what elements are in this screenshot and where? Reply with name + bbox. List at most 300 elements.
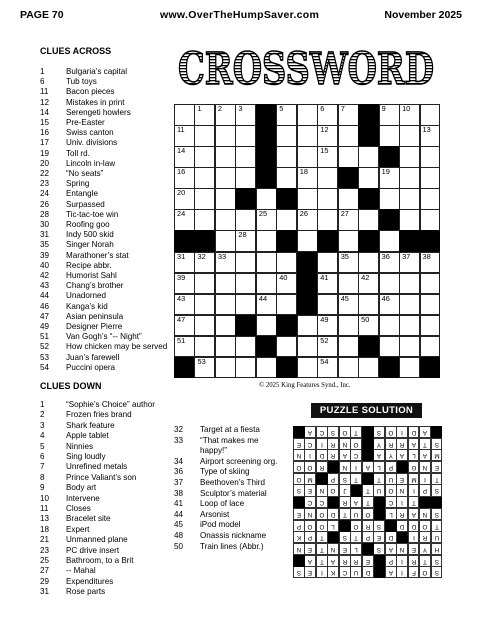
solution-letter: O: [296, 464, 302, 472]
grid-cell[interactable]: [317, 125, 338, 147]
clue-number: 36: [174, 467, 184, 477]
grid-cell[interactable]: [256, 252, 277, 274]
grid-cell[interactable]: [235, 336, 256, 358]
grid-cell[interactable]: [399, 125, 420, 147]
solution-cell: [408, 461, 420, 473]
solution-letter: P: [308, 534, 313, 542]
clue-text: Prince Valiant’s son: [66, 472, 137, 482]
grid-cell[interactable]: [215, 125, 236, 147]
clue-text: iPod model: [200, 520, 241, 530]
grid-cell[interactable]: [174, 125, 195, 147]
grid-cell[interactable]: [235, 357, 256, 379]
clue-number: 26: [40, 199, 50, 209]
clue-text: Closes: [66, 504, 91, 513]
solution-cell: [339, 508, 351, 520]
clue-number: 35: [40, 240, 50, 250]
grid-cell[interactable]: [317, 104, 338, 126]
solution-cell: [327, 520, 339, 532]
clue-item: [40, 353, 119, 363]
grid-cell[interactable]: [379, 294, 400, 316]
grid-cell[interactable]: [215, 273, 236, 295]
grid-cell[interactable]: [297, 125, 318, 147]
solution-cell: [373, 543, 385, 555]
solution-cell: [431, 543, 443, 555]
grid-cell[interactable]: [297, 104, 318, 126]
solution-letter: R: [399, 510, 405, 518]
down-title: CLUES DOWN: [40, 381, 102, 391]
solution-letter: N: [342, 464, 348, 472]
solution-cell: [419, 543, 431, 555]
grid-cell[interactable]: [317, 357, 338, 379]
solution-letter: E: [411, 546, 416, 553]
grid-cell[interactable]: [317, 188, 338, 210]
grid-cell[interactable]: [174, 252, 195, 274]
grid-cell[interactable]: [215, 336, 236, 358]
solution-cell: [385, 555, 397, 567]
solution-letter: S: [331, 429, 336, 437]
grid-cell[interactable]: [317, 336, 338, 358]
clue-text: Van Gogh’s “-- Night”: [66, 332, 142, 342]
grid-cell[interactable]: [399, 294, 420, 316]
grid-cell[interactable]: [338, 230, 359, 252]
grid-cell[interactable]: [420, 336, 441, 358]
grid-cell[interactable]: [358, 167, 379, 189]
grid-cell[interactable]: [317, 146, 338, 168]
grid-clue-number: 50: [361, 314, 370, 324]
solution-cell: [339, 543, 351, 555]
grid-cell[interactable]: [215, 357, 236, 379]
solution-cell: [431, 449, 443, 461]
grid-cell[interactable]: [420, 146, 441, 168]
clue-text: Spring: [66, 179, 90, 189]
solution-letter: I: [320, 440, 323, 448]
grid-cell[interactable]: [297, 209, 318, 231]
clue-text: Swiss canton: [66, 128, 114, 138]
grid-black-square: [379, 209, 400, 231]
grid-cell[interactable]: [317, 315, 338, 337]
grid-cell[interactable]: [174, 209, 195, 231]
grid-cell[interactable]: [256, 188, 277, 210]
grid-cell[interactable]: [420, 104, 441, 126]
solution-letter: U: [388, 475, 393, 483]
solution-cell: [293, 473, 305, 485]
grid-cell[interactable]: [256, 294, 277, 316]
crossword-grid[interactable]: [174, 104, 440, 378]
solution-black-square: [327, 531, 339, 543]
clue-text: Target at a fiesta: [200, 425, 260, 434]
solution-letter: O: [319, 522, 325, 530]
grid-cell[interactable]: [379, 104, 400, 126]
clue-item: [40, 210, 118, 220]
grid-cell[interactable]: [235, 167, 256, 189]
grid-cell[interactable]: [215, 104, 236, 126]
grid-cell[interactable]: [256, 315, 277, 337]
grid-cell[interactable]: [358, 294, 379, 316]
grid-cell[interactable]: [297, 146, 318, 168]
grid-cell[interactable]: [420, 188, 441, 210]
solution-cell: [350, 438, 362, 450]
grid-cell[interactable]: [194, 188, 215, 210]
grid-cell[interactable]: [338, 336, 359, 358]
grid-cell[interactable]: [194, 167, 215, 189]
grid-cell[interactable]: [399, 273, 420, 295]
grid-cell[interactable]: [379, 167, 400, 189]
clue-item: [40, 431, 109, 441]
grid-cell[interactable]: [338, 357, 359, 379]
clue-number: 38: [174, 488, 184, 498]
solution-cell: [362, 566, 374, 578]
solution-letter: O: [388, 487, 394, 495]
clue-text: How chicken may be served: [66, 342, 168, 352]
clue-number: 29: [40, 576, 50, 586]
clue-number: 3: [40, 420, 45, 430]
grid-cell[interactable]: [297, 336, 318, 358]
grid-cell[interactable]: [399, 315, 420, 337]
grid-cell[interactable]: [215, 209, 236, 231]
grid-cell[interactable]: [194, 294, 215, 316]
clue-number: 41: [174, 499, 184, 509]
solution-cell: [304, 426, 316, 438]
clue-text: Airport screening org.: [200, 456, 278, 466]
grid-cell[interactable]: [215, 252, 236, 274]
grid-cell[interactable]: [338, 104, 359, 126]
clue-number: 51: [40, 332, 50, 342]
copyright-notice: © 2025 King Features Synd., Inc.: [259, 382, 351, 389]
grid-black-square: [297, 294, 318, 316]
solution-letter: U: [353, 569, 359, 577]
clue-number: 50: [174, 541, 184, 551]
site-url[interactable]: www.OverTheHumpSaver.com: [160, 9, 320, 21]
solution-cell: [304, 543, 316, 555]
solution-letter: R: [342, 499, 348, 507]
solution-cell: [362, 484, 374, 496]
clue-item: [40, 149, 90, 159]
solution-letter: O: [365, 510, 371, 518]
grid-cell[interactable]: [194, 252, 215, 274]
grid-cell[interactable]: [235, 273, 256, 295]
grid-cell[interactable]: [379, 273, 400, 295]
grid-cell[interactable]: [235, 294, 256, 316]
grid-cell[interactable]: [276, 294, 297, 316]
clue-number: 32: [174, 425, 184, 434]
grid-cell[interactable]: [276, 167, 297, 189]
grid-cell[interactable]: [215, 146, 236, 168]
grid-cell[interactable]: [235, 125, 256, 147]
solution-letter: R: [331, 452, 336, 460]
solution-letter: O: [353, 440, 359, 448]
grid-cell[interactable]: [358, 273, 379, 295]
solution-letter: D: [411, 429, 416, 437]
clue-text: Train lines (Abbr.): [200, 541, 264, 551]
grid-clue-number: 32: [197, 251, 206, 261]
solution-cell: [408, 520, 420, 532]
solution-letter: T: [377, 475, 382, 483]
grid-cell[interactable]: [338, 315, 359, 337]
grid-clue-number: 12: [320, 125, 329, 135]
solution-black-square: [362, 438, 374, 450]
grid-cell[interactable]: [235, 104, 256, 126]
solution-cell: [373, 438, 385, 450]
solution-letter: M: [410, 475, 417, 483]
grid-cell[interactable]: [256, 357, 277, 379]
solution-cell: [339, 496, 351, 508]
grid-cell[interactable]: [194, 146, 215, 168]
grid-cell[interactable]: [194, 315, 215, 337]
grid-cell[interactable]: [379, 315, 400, 337]
clue-item: [174, 531, 266, 541]
solution-letter: A: [411, 510, 416, 518]
solution-cell: [385, 473, 397, 485]
solution-cell: [431, 520, 443, 532]
grid-cell[interactable]: [174, 315, 195, 337]
grid-cell[interactable]: [297, 315, 318, 337]
clue-number: 15: [40, 118, 50, 127]
grid-cell[interactable]: [399, 188, 420, 210]
grid-cell[interactable]: [379, 188, 400, 210]
clue-text: Body art: [66, 483, 97, 493]
solution-cell: [431, 531, 443, 543]
grid-cell[interactable]: [399, 167, 420, 189]
grid-cell[interactable]: [215, 167, 236, 189]
solution-cell: [327, 449, 339, 461]
grid-cell[interactable]: [276, 336, 297, 358]
solution-letter: A: [422, 429, 428, 437]
grid-clue-number: 11: [177, 125, 185, 135]
solution-cell: [408, 496, 420, 508]
grid-cell[interactable]: [276, 273, 297, 295]
clue-text: Juan’s farewell: [66, 352, 120, 362]
grid-cell[interactable]: [420, 252, 441, 274]
grid-black-square: [235, 188, 256, 210]
grid-cell[interactable]: [174, 336, 195, 358]
clue-text: Asian peninsula: [66, 311, 124, 321]
grid-cell[interactable]: [399, 104, 420, 126]
solution-cell: [396, 566, 408, 578]
grid-cell[interactable]: [174, 104, 195, 126]
grid-cell[interactable]: [256, 209, 277, 231]
grid-cell[interactable]: [215, 315, 236, 337]
grid-cell[interactable]: [317, 273, 338, 295]
grid-cell[interactable]: [399, 209, 420, 231]
grid-cell[interactable]: [420, 209, 441, 231]
grid-clue-number: 18: [299, 167, 308, 177]
grid-cell[interactable]: [420, 125, 441, 147]
solution-letter: S: [296, 569, 302, 577]
grid-cell[interactable]: [399, 252, 420, 274]
grid-cell[interactable]: [194, 104, 215, 126]
solution-letter: L: [377, 464, 381, 472]
solution-cell: [408, 484, 420, 496]
grid-cell[interactable]: [420, 273, 441, 295]
grid-cell[interactable]: [276, 104, 297, 126]
clue-number: 25: [40, 556, 50, 565]
clue-number: 53: [40, 352, 50, 362]
grid-cell[interactable]: [317, 252, 338, 274]
grid-cell[interactable]: [399, 146, 420, 168]
clue-text: Lincoln in-law: [66, 158, 116, 168]
solution-letter: L: [388, 510, 393, 518]
grid-cell[interactable]: [276, 252, 297, 274]
grid-cell[interactable]: [174, 294, 195, 316]
solution-letter: I: [412, 487, 415, 495]
solution-cell: [362, 496, 374, 508]
clue-number: 11: [40, 87, 49, 97]
solution-black-square: [362, 473, 374, 485]
grid-black-square: [194, 230, 215, 252]
clue-item: [40, 473, 136, 483]
solution-cell: [431, 438, 443, 450]
solution-letter: T: [319, 546, 324, 553]
grid-cell[interactable]: [297, 230, 318, 252]
grid-cell[interactable]: [174, 188, 195, 210]
grid-cell[interactable]: [235, 209, 256, 231]
solution-letter: D: [411, 522, 416, 530]
grid-cell[interactable]: [194, 357, 215, 379]
grid-cell[interactable]: [358, 315, 379, 337]
grid-cell[interactable]: [194, 273, 215, 295]
grid-cell[interactable]: [297, 188, 318, 210]
solution-letter: A: [331, 557, 336, 565]
clue-item: [174, 489, 267, 499]
clue-number: 8: [40, 472, 45, 482]
grid-cell[interactable]: [174, 167, 195, 189]
grid-cell[interactable]: [276, 146, 297, 168]
solution-letter: Y: [422, 546, 428, 553]
grid-cell[interactable]: [420, 294, 441, 316]
clue-number: 1: [40, 67, 45, 76]
grid-clue-number: 26: [299, 209, 308, 219]
grid-clue-number: 28: [238, 230, 247, 240]
grid-cell[interactable]: [215, 230, 236, 252]
grid-cell[interactable]: [420, 315, 441, 337]
clue-item: [174, 436, 258, 446]
solution-letter: O: [422, 522, 428, 530]
solution-letter: N: [331, 546, 336, 553]
grid-cell[interactable]: [379, 252, 400, 274]
solution-letter: R: [331, 440, 336, 448]
grid-cell[interactable]: [338, 209, 359, 231]
grid-cell[interactable]: [215, 294, 236, 316]
grid-cell[interactable]: [317, 294, 338, 316]
solution-cell: [408, 543, 420, 555]
grid-cell[interactable]: [379, 230, 400, 252]
grid-cell[interactable]: [194, 336, 215, 358]
solution-letter: O: [319, 510, 325, 518]
grid-cell[interactable]: [338, 188, 359, 210]
clue-item: [174, 478, 265, 488]
solution-letter: M: [307, 475, 314, 483]
grid-cell[interactable]: [338, 146, 359, 168]
clue-text: Rose parts: [66, 587, 106, 597]
grid-cell[interactable]: [297, 357, 318, 379]
grid-cell[interactable]: [379, 125, 400, 147]
grid-cell[interactable]: [276, 125, 297, 147]
solution-cell: [385, 438, 397, 450]
grid-cell[interactable]: [379, 336, 400, 358]
grid-cell[interactable]: [235, 146, 256, 168]
solution-letter: K: [296, 534, 302, 542]
clue-item: [174, 499, 244, 509]
grid-cell[interactable]: [338, 294, 359, 316]
grid-cell[interactable]: [358, 146, 379, 168]
solution-cell: [350, 566, 362, 578]
solution-letter: J: [343, 487, 347, 495]
grid-cell[interactable]: [256, 230, 277, 252]
solution-cell: [396, 449, 408, 461]
grid-cell[interactable]: [235, 252, 256, 274]
solution-cell: [304, 496, 316, 508]
grid-cell[interactable]: [358, 209, 379, 231]
clue-text: “No seats”: [66, 169, 104, 178]
grid-cell[interactable]: [256, 273, 277, 295]
grid-cell[interactable]: [174, 273, 195, 295]
solution-letter: T: [365, 499, 370, 507]
grid-cell[interactable]: [399, 336, 420, 358]
grid-clue-number: 47: [177, 314, 186, 324]
solution-cell: [362, 520, 374, 532]
solution-letter: A: [399, 452, 405, 460]
grid-cell[interactable]: [215, 188, 236, 210]
grid-cell[interactable]: [338, 252, 359, 274]
solution-letter: L: [411, 452, 416, 460]
grid-cell[interactable]: [297, 167, 318, 189]
grid-cell[interactable]: [194, 125, 215, 147]
clue-item: [40, 302, 108, 312]
clue-item: [40, 577, 113, 587]
grid-cell[interactable]: [317, 209, 338, 231]
grid-cell[interactable]: [276, 209, 297, 231]
solution-black-square: [373, 555, 385, 567]
solution-letter: U: [353, 510, 359, 518]
solution-cell: [385, 531, 397, 543]
grid-cell[interactable]: [338, 273, 359, 295]
clue-text: Bathroom, to a Brit: [66, 556, 134, 565]
solution-black-square: [327, 496, 339, 508]
solution-cell: [327, 438, 339, 450]
solution-cell: [327, 426, 339, 438]
solution-cell: [362, 531, 374, 543]
clue-text: Roofing goo: [66, 220, 110, 229]
grid-cell[interactable]: [358, 252, 379, 274]
clue-item: [40, 159, 115, 169]
clue-item: [40, 546, 119, 556]
solution-letter: N: [319, 487, 325, 495]
solution-cell: [385, 484, 397, 496]
grid-cell[interactable]: [358, 357, 379, 379]
grid-cell[interactable]: [317, 167, 338, 189]
clue-number: 34: [174, 456, 184, 466]
solution-cell: [327, 543, 339, 555]
grid-cell[interactable]: [235, 230, 256, 252]
solution-letter: S: [434, 510, 439, 518]
clue-item: [40, 220, 110, 230]
clue-number: 6: [40, 77, 45, 87]
clue-text: “Sophie’s Choice” author: [66, 400, 155, 409]
grid-cell[interactable]: [399, 357, 420, 379]
clue-number: 13: [40, 514, 50, 524]
grid-cell[interactable]: [338, 125, 359, 147]
grid-cell[interactable]: [174, 146, 195, 168]
clue-text: Unadorned: [66, 291, 107, 301]
clue-text: Bracelet site: [66, 514, 111, 524]
grid-cell[interactable]: [420, 167, 441, 189]
grid-cell[interactable]: [194, 209, 215, 231]
solution-letter: A: [308, 429, 313, 437]
solution-letter: N: [422, 464, 428, 472]
solution-cell: [419, 461, 431, 473]
grid-clue-number: 1: [197, 104, 202, 113]
grid-clue-number: 42: [361, 272, 370, 282]
